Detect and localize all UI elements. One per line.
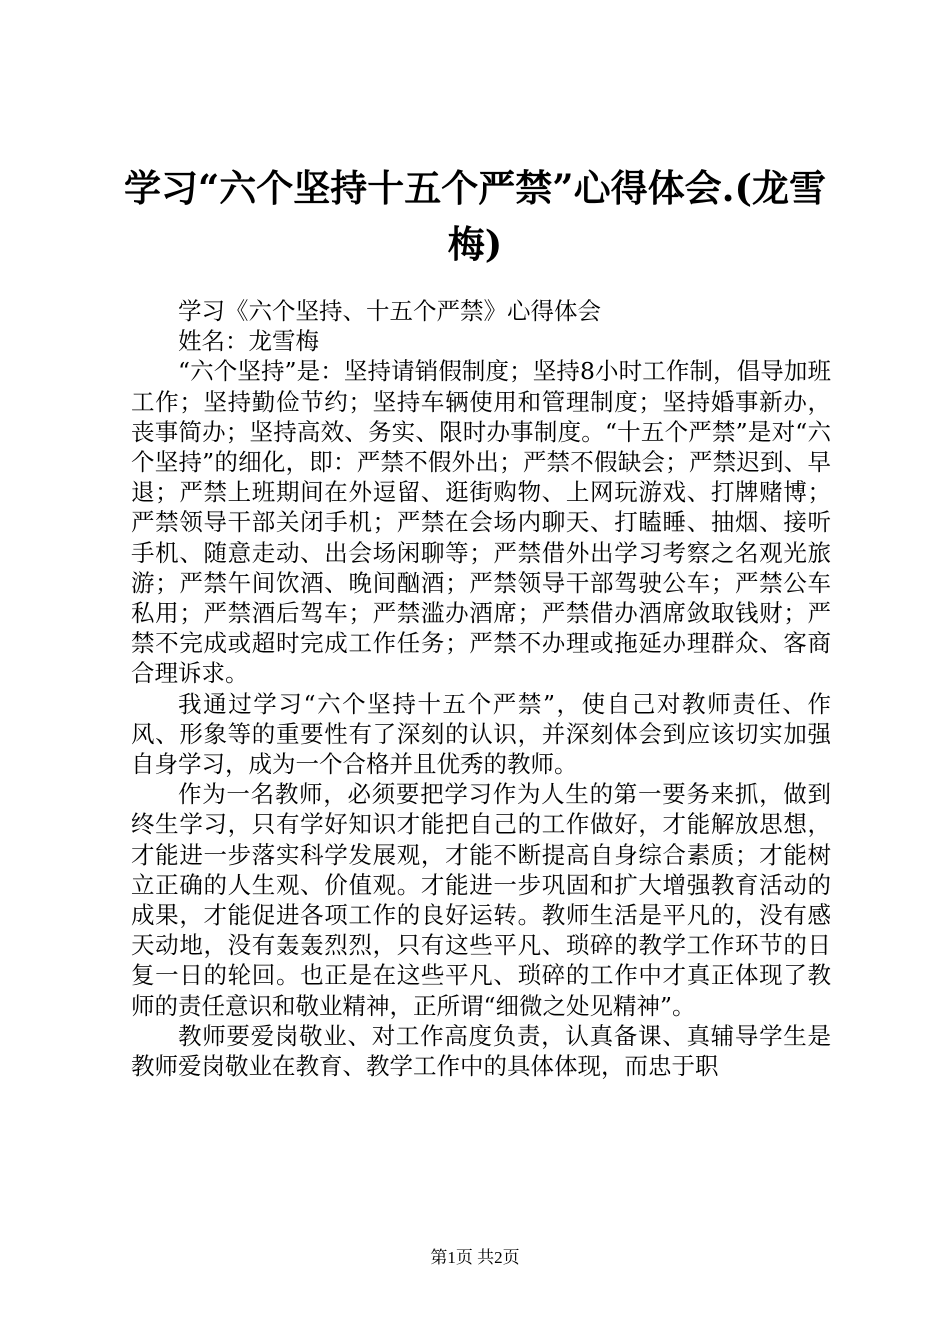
- document-heading: 学习《六个坚持、十五个严禁》心得体会: [178, 297, 601, 325]
- document-title: 学习“六个坚持十五个严禁”心得体会.(龙雪梅): [124, 166, 826, 266]
- paragraph-4: 教师要爱岗敬业、对工作高度负责，认真备课、真辅导学生是教师爱岗敬业在教育、教学工作中的具体体现，而忠于职: [131, 1021, 831, 1081]
- document-body: [131, 296, 831, 1081]
- paragraph-1: “六个坚持”是：坚持请销假制度；坚持8小时工作制，倡导加班工作；坚持勤俭节约；坚持车辆使用和管理制度；坚持婚事新办，丧事简办；坚持高效、务实、限时办事制度。“十五个严禁”是对“六个坚持”的细化，即：严禁不假外出；严禁不假缺会；严禁迟到、早退；严禁上班期间在外逗留、逛街购物、上网玩游戏、打牌赌博；严禁领导干部关闭手机；严禁在会场内聊天、打瞌睡、抽烟、接听手机、随意走动、出会场闲聊等；严禁借外出学习考察之名观光旅游；严禁午间饮酒、晚间酗酒；严禁领导干部驾驶公车；严禁公车私用；严禁酒后驾车；严禁滥办酒席；严禁借办酒席敛取钱财；严禁不完成或超时完成工作任务；严禁不办理或拖延办理群众、客商合理诉求。: [131, 357, 831, 688]
- paragraph-2: 我通过学习“六个坚持十五个严禁”，使自己对教师责任、作风、形象等的重要性有了深刻的认识，并深刻体会到应该切实加强自身学习，成为一个合格并且优秀的教师。: [131, 689, 831, 779]
- author-line: 姓名：龙雪梅: [178, 327, 319, 356]
- paragraph-3: 作为一名教师，必须要把学习作为人生的第一要务来抓，做到终生学习，只有学好知识才能把自己的工作做好，才能解放思想，才能进一步落实科学发展观，才能不断提高自身综合素质；才能树立正确的人生观、价值观。才能进一步巩固和扩大增强教育活动的成果，才能促进各项工作的良好运转。教师生活是平凡的，没有感天动地，没有轰轰烈烈，只有这些平凡、琐碎的教学工作环节的日复一日的轮回。也正是在这些平凡、琐碎的工作中才真正体现了教师的责任意识和敬业精神，正所谓“细微之处见精神”。: [131, 780, 831, 1020]
- page-footer: 第1页 共2页: [430, 1248, 520, 1267]
